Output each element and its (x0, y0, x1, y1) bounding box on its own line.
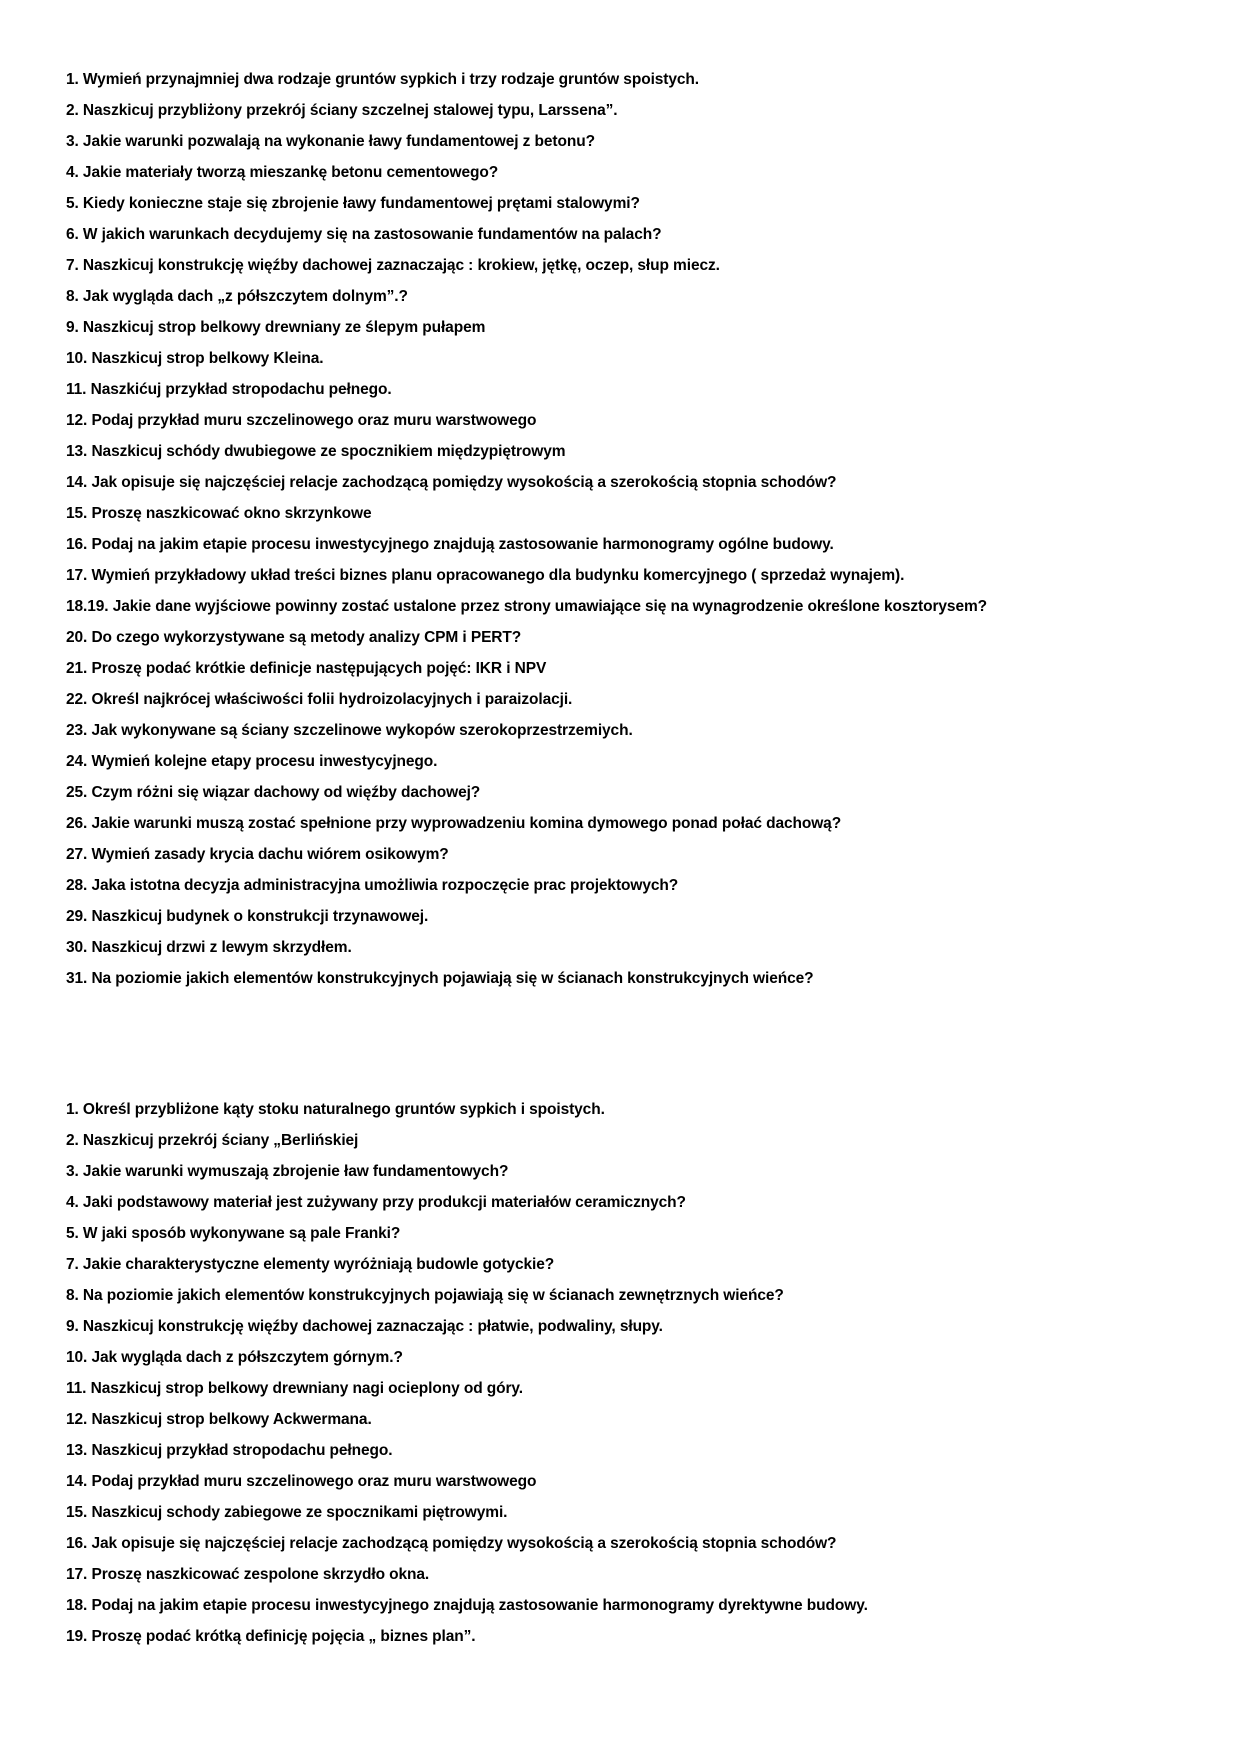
question-item: 1. Wymień przynajmniej dwa rodzaje gruntów sypkich i trzy rodzaje gruntów spoistych. (66, 71, 699, 88)
question-item: 13. Naszkicuj schódy dwubiegowe ze spocznikiem międzypiętrowym (66, 443, 566, 460)
question-item: 17. Wymień przykładowy układ treści biznes planu opracowanego dla budynku komercyjnego ( sprzedaż wynajem). (66, 567, 905, 584)
question-item: 28. Jaka istotna decyzja administracyjna umożliwia rozpoczęcie prac projektowych? (66, 877, 679, 894)
question-item: 27. Wymień zasady krycia dachu wiórem osikowym? (66, 846, 449, 863)
question-item: 24. Wymień kolejne etapy procesu inwestycyjnego. (66, 753, 438, 770)
question-item: 25. Czym różni się wiązar dachowy od więźby dachowej? (66, 784, 481, 801)
question-item: 29. Naszkicuj budynek o konstrukcji trzynawowej. (66, 908, 429, 925)
question-item: 1. Określ przybliżone kąty stoku naturalnego gruntów sypkich i spoistych. (66, 1101, 605, 1118)
question-item: 18.19. Jakie dane wyjściowe powinny zostać ustalone przez strony umawiające się na wynagrodzenie określone kosztorysem? (66, 598, 988, 615)
question-item: 10. Jak wygląda dach z półszczytem górnym.? (66, 1349, 403, 1366)
question-item: 2. Naszkicuj przybliżony przekrój ściany szczelnej stalowej typu, Larssena”. (66, 102, 618, 119)
question-item: 5. W jaki sposób wykonywane są pale Franki? (66, 1225, 401, 1242)
question-list-2 (66, 1094, 1200, 1652)
question-item: 7. Naszkicuj konstrukcję więźby dachowej zaznaczając : krokiew, jętkę, oczep, słup miecz. (66, 257, 720, 274)
question-item: 7. Jakie charakterystyczne elementy wyróżniają budowle gotyckie? (66, 1256, 555, 1273)
question-item: 10. Naszkicuj strop belkowy Kleina. (66, 350, 324, 367)
question-item: 23. Jak wykonywane są ściany szczelinowe wykopów szerokoprzestrzemiych. (66, 722, 633, 739)
question-item: 17. Proszę naszkicować zespolone skrzydło okna. (66, 1566, 430, 1583)
question-item: 8. Jak wygląda dach „z półszczytem dolnym”.? (66, 288, 408, 305)
question-item: 12. Podaj przykład muru szczelinowego oraz muru warstwowego (66, 412, 537, 429)
question-item: 30. Naszkicuj drzwi z lewym skrzydłem. (66, 939, 352, 956)
question-item: 15. Naszkicuj schody zabiegowe ze spocznikami piętrowymi. (66, 1504, 508, 1521)
question-item: 16. Podaj na jakim etapie procesu inwestycyjnego znajdują zastosowanie harmonogramy ogólne budowy. (66, 536, 834, 553)
question-list-1 (66, 64, 1200, 994)
question-item: 20. Do czego wykorzystywane są metody analizy CPM i PERT? (66, 629, 522, 646)
question-item: 14. Podaj przykład muru szczelinowego oraz muru warstwowego (66, 1473, 537, 1490)
question-item: 8. Na poziomie jakich elementów konstrukcyjnych pojawiają się w ścianach zewnętrznych wieńce? (66, 1287, 784, 1304)
question-item: 3. Jakie warunki wymuszają zbrojenie ław fundamentowych? (66, 1163, 509, 1180)
question-item: 2. Naszkicuj przekrój ściany „Berlińskiej (66, 1132, 359, 1149)
question-item: 9. Naszkicuj konstrukcję więźby dachowej zaznaczając : płatwie, podwaliny, słupy. (66, 1318, 663, 1335)
question-item: 11. Naszkicuj strop belkowy drewniany nagi ocieplony od góry. (66, 1380, 524, 1397)
question-item: 9. Naszkicuj strop belkowy drewniany ze ślepym pułapem (66, 319, 486, 336)
question-item: 6. W jakich warunkach decydujemy się na zastosowanie fundamentów na palach? (66, 226, 662, 243)
question-item: 13. Naszkicuj przykład stropodachu pełnego. (66, 1442, 393, 1459)
question-item: 26. Jakie warunki muszą zostać spełnione przy wyprowadzeniu komina dymowego ponad połać dachową? (66, 815, 842, 832)
question-item: 22. Określ najkrócej właściwości folii hydroizolacyjnych i paraizolacji. (66, 691, 573, 708)
section-gap (66, 994, 1200, 1094)
question-item: 11. Naszkićuj przykład stropodachu pełnego. (66, 381, 392, 398)
question-item: 4. Jakie materiały tworzą mieszankę betonu cementowego? (66, 164, 499, 181)
question-item: 16. Jak opisuje się najczęściej relacje zachodzącą pomiędzy wysokością a szerokością stopnia schodów? (66, 1535, 837, 1552)
question-item: 15. Proszę naszkicować okno skrzynkowe (66, 505, 372, 522)
question-item: 3. Jakie warunki pozwalają na wykonanie ławy fundamentowej z betonu? (66, 133, 595, 150)
question-item: 5. Kiedy konieczne staje się zbrojenie ławy fundamentowej prętami stalowymi? (66, 195, 640, 212)
question-item: 14. Jak opisuje się najczęściej relacje zachodzącą pomiędzy wysokością a szerokością stopnia schodów? (66, 474, 837, 491)
question-item: 18. Podaj na jakim etapie procesu inwestycyjnego znajdują zastosowanie harmonogramy dyrektywne budowy. (66, 1597, 868, 1614)
question-item: 12. Naszkicuj strop belkowy Ackwermana. (66, 1411, 372, 1428)
question-item: 21. Proszę podać krótkie definicje następujących pojęć: IKR i NPV (66, 660, 547, 677)
question-item: 4. Jaki podstawowy materiał jest zużywany przy produkcji materiałów ceramicznych? (66, 1194, 686, 1211)
question-item: 31. Na poziomie jakich elementów konstrukcyjnych pojawiają się w ścianach konstrukcyjnych wieńce? (66, 970, 814, 987)
question-item: 19. Proszę podać krótką definicję pojęcia „ biznes plan”. (66, 1628, 476, 1645)
